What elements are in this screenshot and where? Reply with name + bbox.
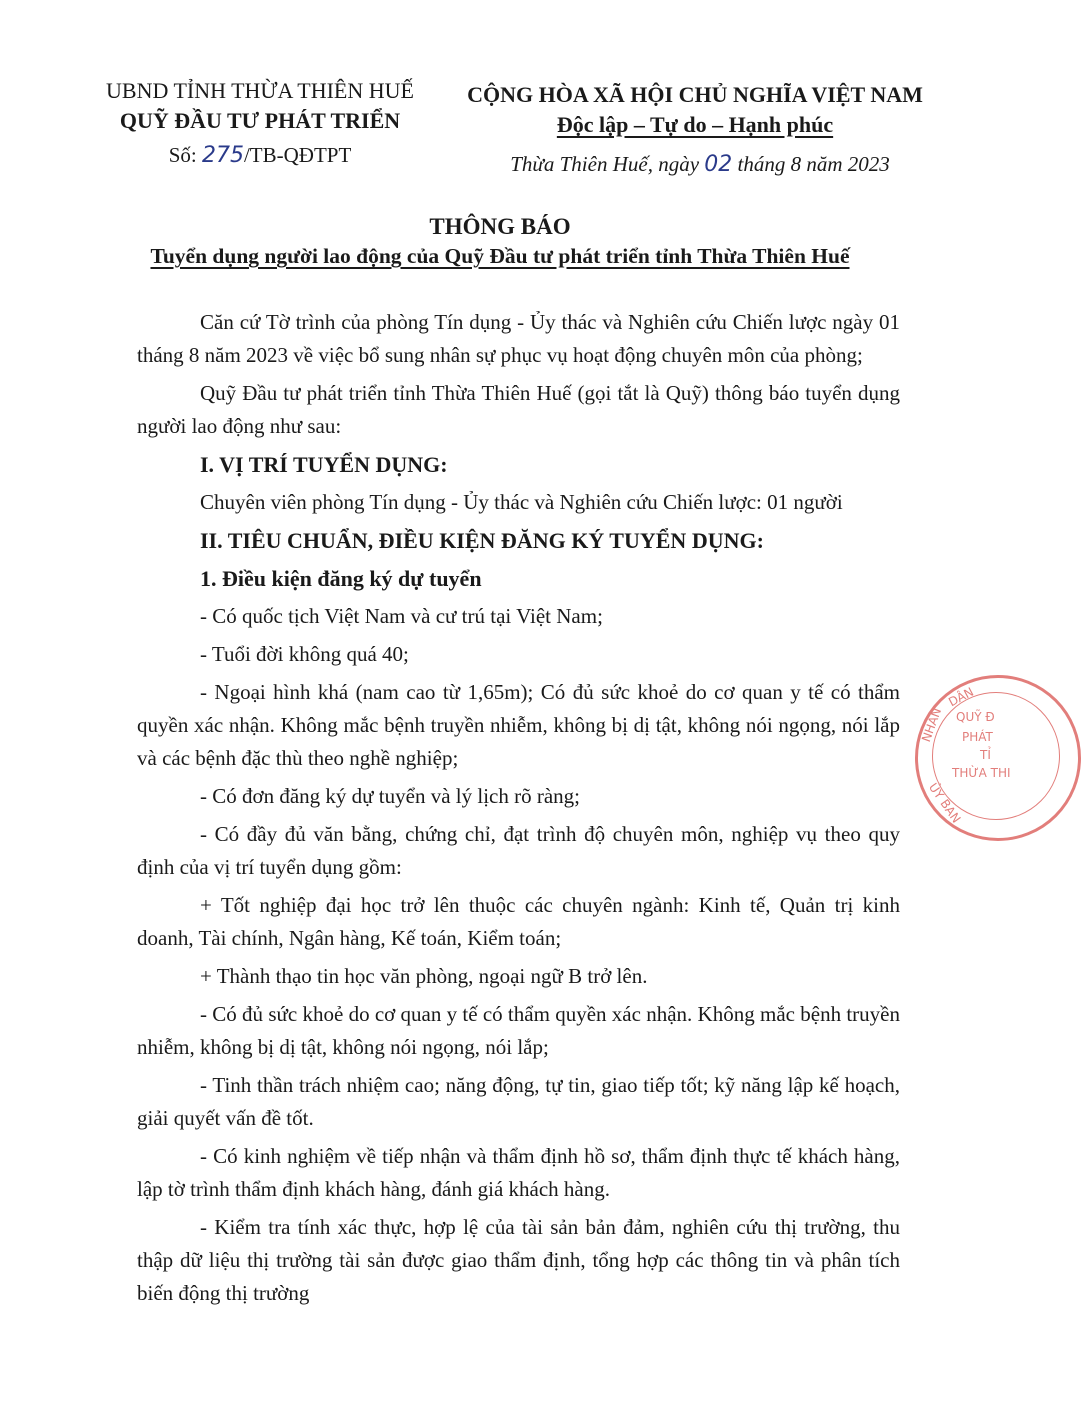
document-date — [500, 152, 900, 177]
date-day: 02 — [704, 152, 733, 177]
paragraph-announcement: Quỹ Đầu tư phát triển tỉnh Thừa Thiên Huế (gọi tắt là Quỹ) thông báo tuyển dụng người lao động như sau: — [137, 381, 900, 438]
list-item: + Tốt nghiệp đại học trở lên thuộc các chuyên ngành: Kinh tế, Quản trị kinh doanh, Tài chính, Ngân hàng, Kế toán, Kiểm toán; — [137, 893, 900, 950]
seal-text-left: NHÂN — [918, 706, 945, 744]
document-title: THÔNG BÁO — [429, 214, 571, 239]
seal-text-line1: QUỸ Đ — [956, 710, 995, 724]
list-item: - Tuổi đời không quá 40; — [200, 642, 409, 666]
document-number-suffix: /TB-QĐTPT — [243, 143, 352, 167]
country-name: CỘNG HÒA XÃ HỘI CHỦ NGHĨA VIỆT NAM — [467, 82, 923, 107]
document-number-value: 275 — [201, 143, 244, 168]
seal-text-line3: TỈ — [980, 748, 991, 762]
date-prefix: Thừa Thiên Huế, ngày — [510, 152, 705, 176]
official-seal — [915, 675, 1081, 841]
section-heading-criteria: II. TIÊU CHUẨN, ĐIỀU KIỆN ĐĂNG KÝ TUYỂN DỤNG: — [200, 528, 764, 553]
list-item: - Có đủ sức khoẻ do cơ quan y tế có thẩm quyền xác nhận. Không mắc bệnh truyền nhiễm, không bị dị tật, không nói ngọng, nói lắp; — [137, 1002, 900, 1059]
seal-text-line2: PHÁT — [962, 730, 993, 744]
position-text: Chuyên viên phòng Tín dụng - Ủy thác và Nghiên cứu Chiến lược: 01 người — [200, 490, 843, 514]
motto-text: Độc lập – Tự do – Hạnh phúc — [556, 112, 834, 137]
list-item: + Thành thạo tin học văn phòng, ngoại ngữ B trở lên. — [200, 964, 648, 988]
document-subtitle-text: Tuyển dụng người lao động của Quỹ Đầu tư phát triển tỉnh Thừa Thiên Huế — [150, 244, 850, 268]
national-motto-block — [455, 80, 935, 140]
section-heading-position: I. VỊ TRÍ TUYỂN DỤNG: — [200, 452, 448, 477]
seal-text-line4: THỪA THI — [952, 766, 1011, 780]
list-item: - Có kinh nghiệm về tiếp nhận và thẩm định hồ sơ, thẩm định thực tế khách hàng, lập tờ trình thẩm định khách hàng, đánh giá khách hàng. — [137, 1144, 900, 1201]
list-item: - Ngoại hình khá (nam cao từ 1,65m); Có đủ sức khoẻ do cơ quan y tế có thẩm quyền xác nhận. Không mắc bệnh truyền nhiễm, không bị dị tật, không nói ngọng, nói lắp và các bệnh đặc thù theo nghề nghiệp; — [137, 680, 900, 770]
motto — [455, 110, 935, 140]
seal-text-top: DÂN — [946, 684, 976, 710]
date-suffix: tháng 8 năm 2023 — [732, 152, 890, 176]
list-item: - Kiểm tra tính xác thực, hợp lệ của tài sản bản đảm, nghiên cứu thị trường, thu thập dữ liệu thị trường tài sản được giao thẩm định, tổng hợp các thông tin và phân tích biến động thị trường — [137, 1215, 900, 1305]
document-body — [137, 306, 900, 1315]
document-subtitle — [0, 244, 1000, 269]
issuer-name: QUỸ ĐẦU TƯ PHÁT TRIỂN — [119, 108, 401, 133]
subsection-heading-conditions: 1. Điều kiện đăng ký dự tuyển — [200, 566, 482, 591]
list-item: - Có đầy đủ văn bằng, chứng chỉ, đạt trình độ chuyên môn, nghiệp vụ theo quy định của vị trí tuyển dụng gồm: — [137, 822, 900, 879]
seal-text-bottom: ỦY BAN — [925, 780, 964, 826]
paragraph-basis: Căn cứ Tờ trình của phòng Tín dụng - Ủy thác và Nghiên cứu Chiến lược ngày 01 tháng 8 năm 2023 về việc bổ sung nhân sự phục vụ hoạt động chuyên môn của phòng; — [137, 310, 900, 367]
list-item: - Có đơn đăng ký dự tuyển và lý lịch rõ ràng; — [200, 784, 580, 808]
issuer-authority: UBND TỈNH THỪA THIÊN HUẾ — [106, 78, 414, 103]
list-item: - Có quốc tịch Việt Nam và cư trú tại Việt Nam; — [200, 604, 603, 628]
document-number-prefix: Số: — [168, 143, 202, 167]
issuer-block — [95, 76, 425, 171]
list-item: - Tinh thần trách nhiệm cao; năng động, tự tin, giao tiếp tốt; kỹ năng lập kế hoạch, giải quyết vấn đề tốt. — [137, 1073, 900, 1130]
document-number — [95, 140, 425, 171]
